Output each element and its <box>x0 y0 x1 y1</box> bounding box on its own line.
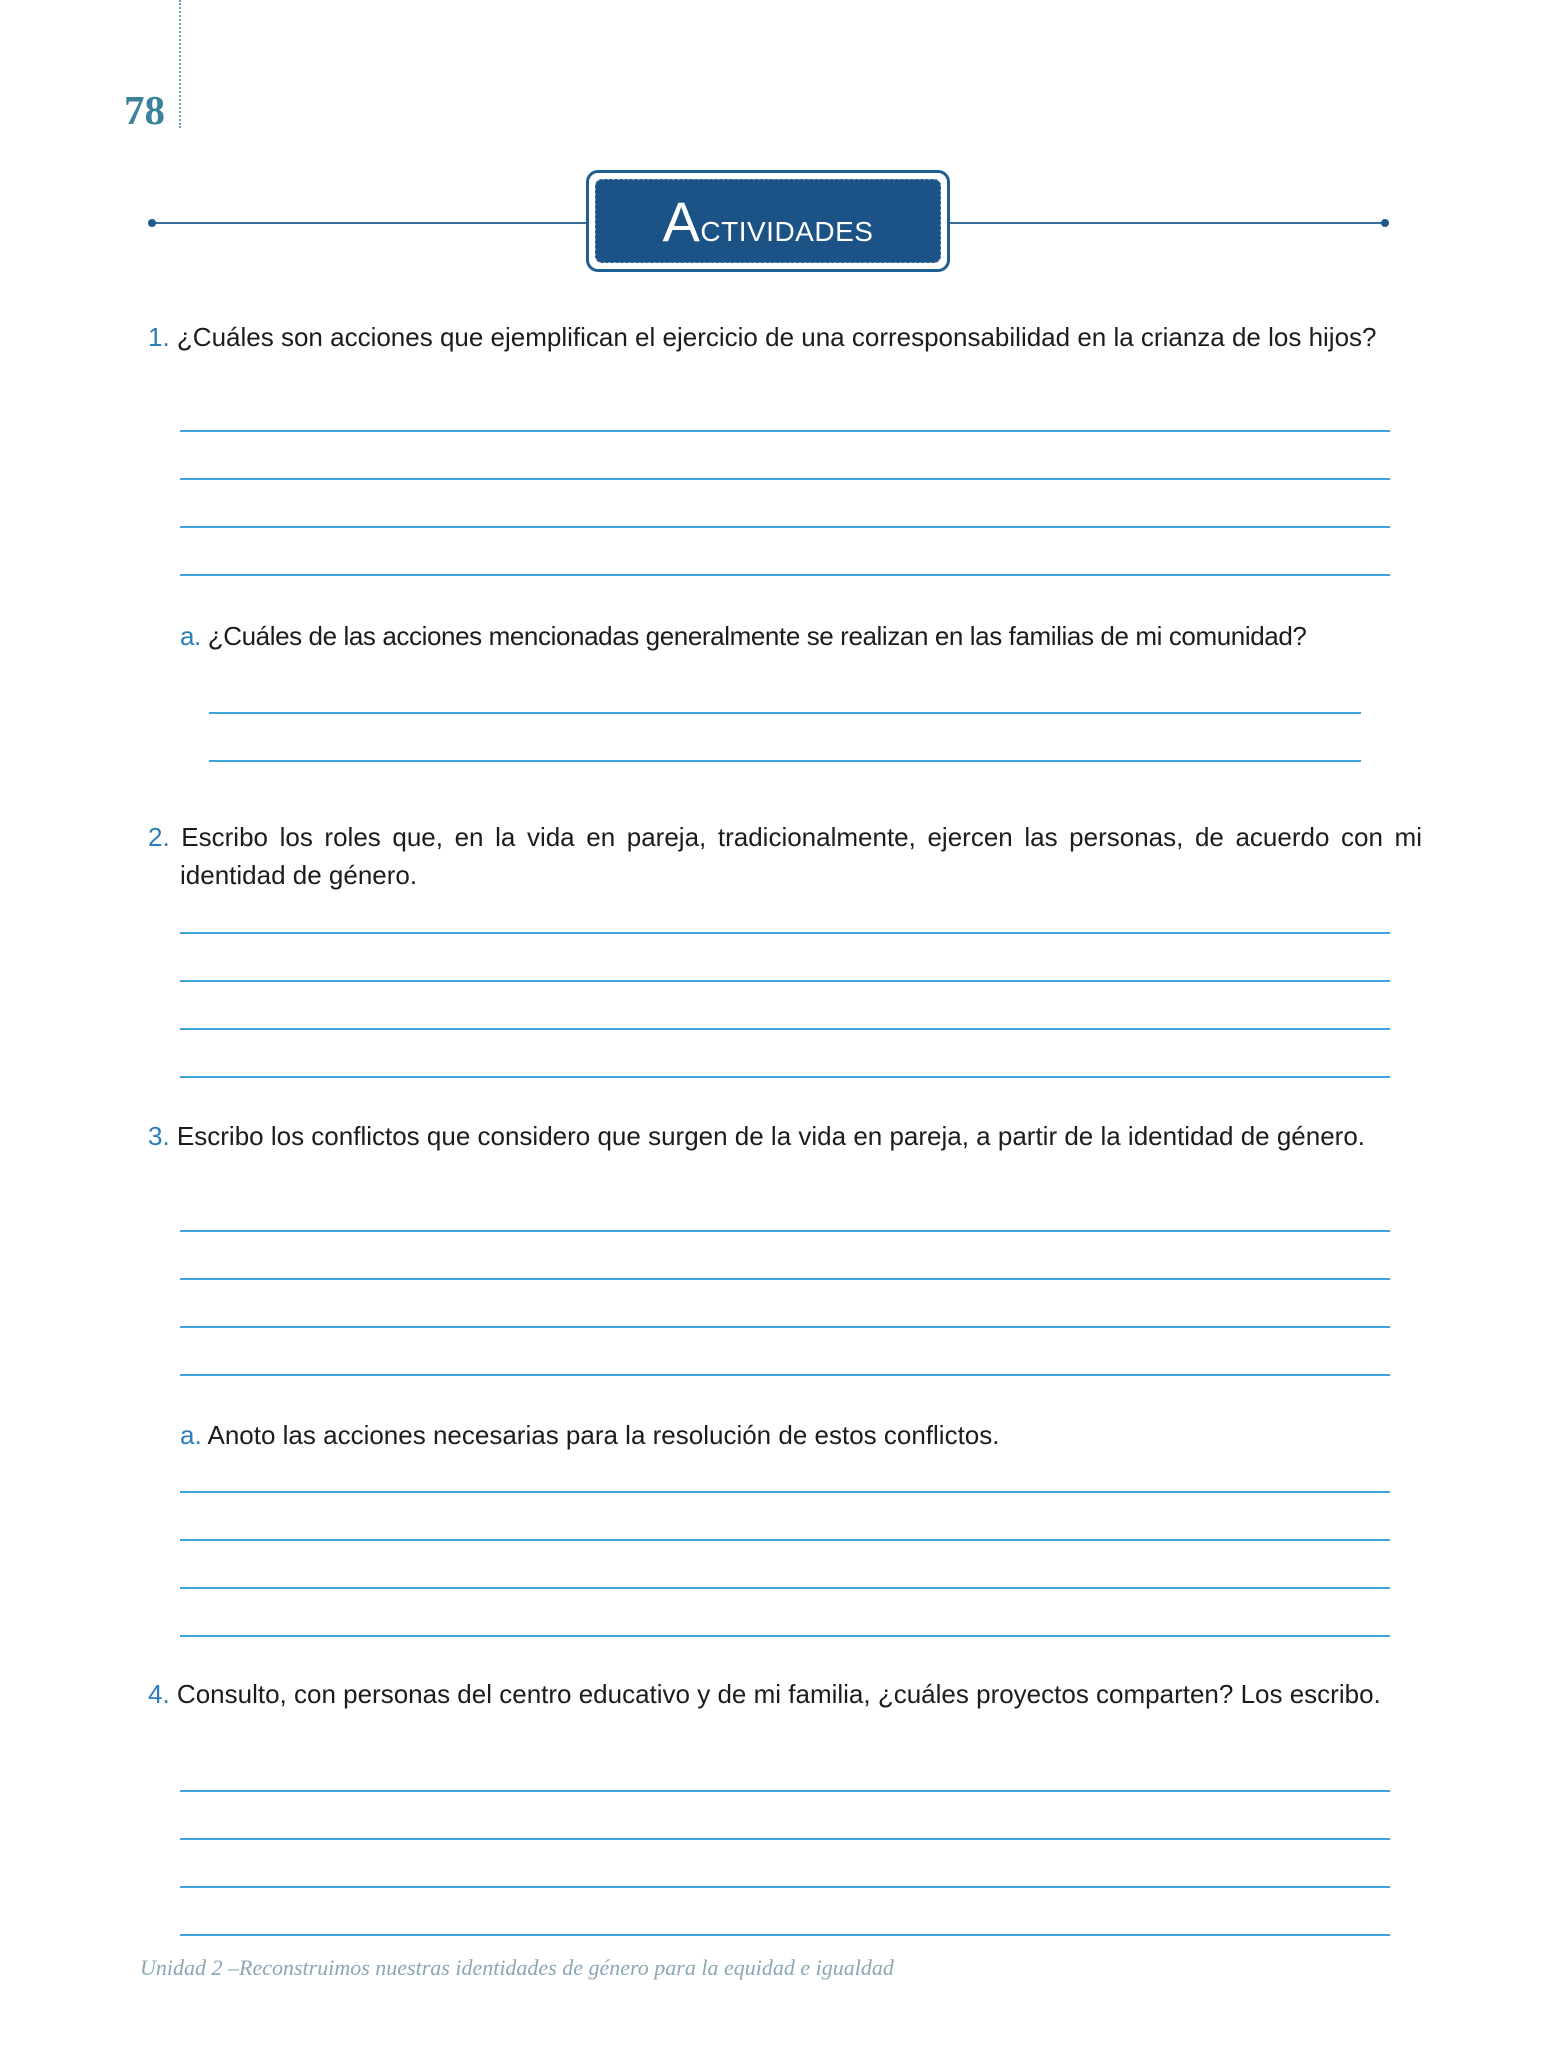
subquestion-text: Anoto las acciones necesarias para la resolución de estos conflictos. <box>207 1420 1000 1450</box>
answer-line[interactable] <box>180 1587 1390 1589</box>
answer-line[interactable] <box>180 526 1390 528</box>
answer-line[interactable] <box>180 932 1390 934</box>
answer-line[interactable] <box>180 1076 1390 1078</box>
page-footer: Unidad 2 –Reconstruimos nuestras identidades de género para la equidad e igualdad <box>140 1955 894 1980</box>
question-4 <box>148 1675 1422 1713</box>
question-1 <box>148 318 1422 356</box>
answer-line[interactable] <box>180 1230 1390 1232</box>
answer-line[interactable] <box>180 1374 1390 1376</box>
section-title-inner <box>595 179 941 263</box>
answer-line[interactable] <box>180 478 1390 480</box>
subquestion-3a <box>180 1416 1390 1454</box>
question-text: Escribo los conflictos que considero que surgen de la vida en pareja, a partir de la identidad de género. <box>176 1121 1366 1151</box>
subquestion-letter: a. <box>180 1420 202 1450</box>
question-number: 3. <box>148 1121 170 1151</box>
answer-line[interactable] <box>180 980 1390 982</box>
section-title-box <box>586 170 950 272</box>
answer-line[interactable] <box>180 1539 1390 1541</box>
answer-line[interactable] <box>180 430 1390 432</box>
answer-line[interactable] <box>180 1934 1390 1936</box>
page-number: 78 <box>124 87 165 133</box>
answer-line[interactable] <box>180 1635 1390 1637</box>
answer-line[interactable] <box>180 1838 1390 1840</box>
question-text: Escribo los roles que, en la vida en pareja, tradicionalmente, ejercen las personas, de acuerdo con mi identidad de género. <box>180 822 1422 890</box>
answer-line[interactable] <box>180 574 1390 576</box>
subquestion-text: ¿Cuáles de las acciones mencionadas generalmente se realizan en las familias de mi comunidad? <box>207 621 1307 651</box>
question-text: ¿Cuáles son acciones que ejemplifican el ejercicio de una corresponsabilidad en la crianza de los hijos? <box>176 322 1377 352</box>
answer-line[interactable] <box>180 1491 1390 1493</box>
answer-line[interactable] <box>209 712 1361 714</box>
answer-line[interactable] <box>180 1028 1390 1030</box>
answer-line[interactable] <box>180 1278 1390 1280</box>
question-text: Consulto, con personas del centro educativo y de mi familia, ¿cuáles proyectos comparten? Los escribo. <box>176 1679 1381 1709</box>
answer-line[interactable] <box>180 1790 1390 1792</box>
question-3 <box>148 1117 1422 1155</box>
question-2 <box>148 818 1422 894</box>
question-number: 1. <box>148 322 170 352</box>
section-title: Actividades <box>662 189 874 253</box>
margin-dotted-rule <box>179 0 181 128</box>
answer-line[interactable] <box>180 1326 1390 1328</box>
subquestion-1a <box>180 617 1390 655</box>
subquestion-letter: a. <box>180 621 201 651</box>
answer-line[interactable] <box>180 1886 1390 1888</box>
question-number: 2. <box>148 822 170 852</box>
answer-line[interactable] <box>209 760 1361 762</box>
question-number: 4. <box>148 1679 170 1709</box>
